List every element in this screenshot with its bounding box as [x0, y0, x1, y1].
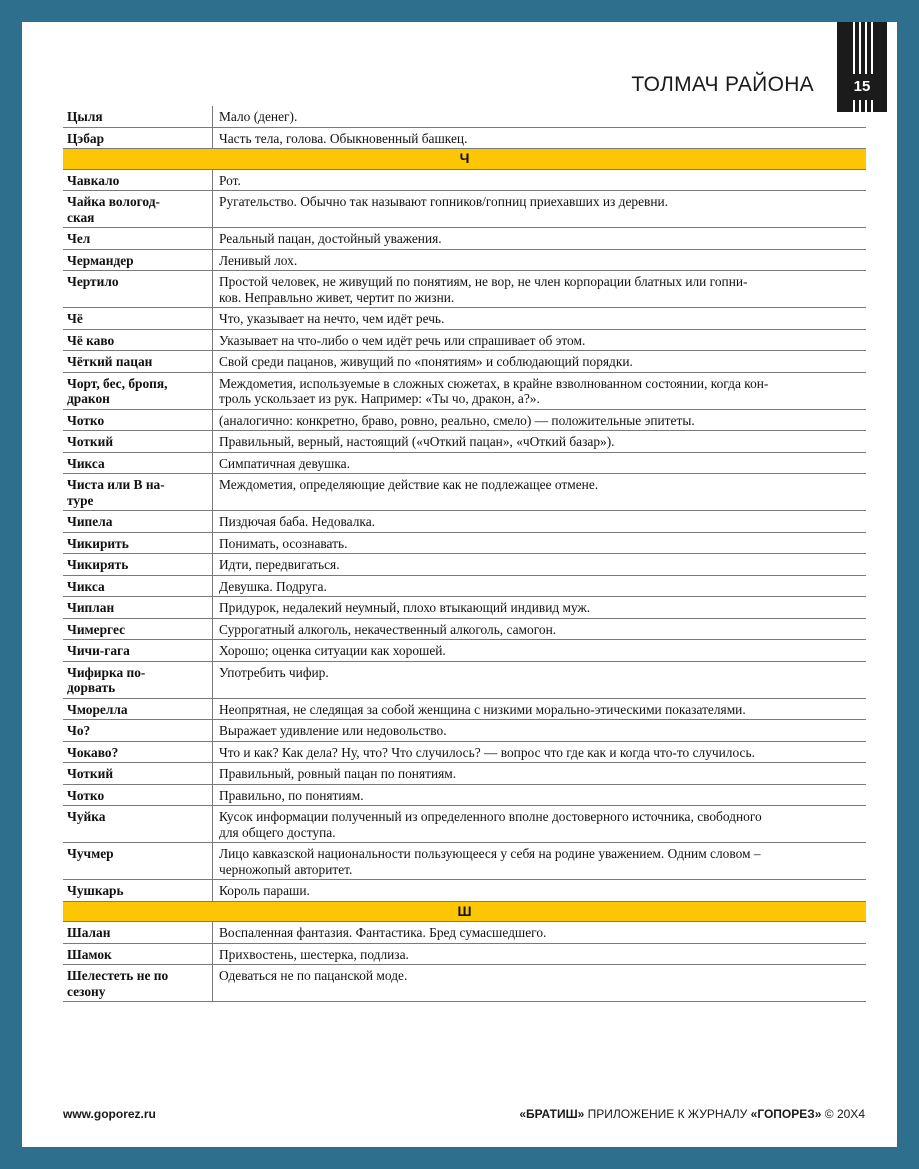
dictionary-definition: Правильный, ровный пацан по понятиям.: [213, 763, 867, 785]
dictionary-definition: Ленивый лох.: [213, 249, 867, 271]
dictionary-term: Чифирка по- дорвать: [63, 661, 213, 698]
dictionary-row: [63, 169, 866, 191]
dictionary-row: [63, 431, 866, 453]
dictionary-term: Чё каво: [63, 329, 213, 351]
dictionary-row: [63, 943, 866, 965]
dictionary-definition: Пиздючая баба. Недовалка.: [213, 511, 867, 533]
page: [22, 22, 897, 1147]
dictionary-row: [63, 661, 866, 698]
dictionary-term: Чуйка: [63, 806, 213, 843]
dictionary-row: [63, 763, 866, 785]
dictionary-term: Чайка вологод- ская: [63, 191, 213, 228]
dictionary-definition: Придурок, недалекий неумный, плохо втыкающий индивид муж.: [213, 597, 867, 619]
footer-magazine: «ГОПОРЕЗ»: [750, 1107, 822, 1121]
dictionary-definition: Идти, передвигаться.: [213, 554, 867, 576]
dictionary-term: Чё: [63, 308, 213, 330]
dictionary-term: Чичи-гага: [63, 640, 213, 662]
dictionary-definition: Правильный, верный, настоящий («чОткий пацан», «чОткий базар»).: [213, 431, 867, 453]
dictionary-term: Шалан: [63, 922, 213, 944]
dictionary-definition: Ругательство. Обычно так называют гопников/гопниц приехавших из деревни.: [213, 191, 867, 228]
dictionary-row: [63, 784, 866, 806]
dictionary-row: [63, 597, 866, 619]
dictionary-row: [63, 452, 866, 474]
dictionary-row: [63, 409, 866, 431]
dictionary-definition: Понимать, осознавать.: [213, 532, 867, 554]
tab-stripes-decoration: [853, 22, 873, 74]
dictionary-body: [63, 106, 866, 1002]
dictionary-row: [63, 575, 866, 597]
dictionary-definition: Неопрятная, не следящая за собой женщина с низкими морально-этическими показателями.: [213, 698, 867, 720]
page-title: ТОЛМАЧ РАЙОНА: [631, 73, 814, 96]
dictionary-row: [63, 554, 866, 576]
dictionary-definition: Король параши.: [213, 880, 867, 902]
footer-credit: [519, 1107, 865, 1121]
dictionary-row: [63, 351, 866, 373]
dictionary-row: [63, 618, 866, 640]
dictionary-term: Чиста или В на- туре: [63, 474, 213, 511]
dictionary-term: Чикса: [63, 452, 213, 474]
dictionary-row: [63, 532, 866, 554]
dictionary-row: [63, 806, 866, 843]
dictionary-row: [63, 741, 866, 763]
dictionary-row: [63, 922, 866, 944]
dictionary-term: Чермандер: [63, 249, 213, 271]
dictionary-definition: Употребить чифир.: [213, 661, 867, 698]
dictionary-table: [63, 106, 866, 1002]
dictionary-row: [63, 511, 866, 533]
dictionary-definition: Свой среди пацанов, живущий по «понятиям» и соблюдающий порядки.: [213, 351, 867, 373]
dictionary-definition: Простой человек, не живущий по понятиям, не вор, не член корпорации блатных или гопни- ков. Неправльно живет, чертит по жизни.: [213, 271, 867, 308]
dictionary-term: Чокаво?: [63, 741, 213, 763]
dictionary-term: Чо?: [63, 720, 213, 742]
dictionary-term: Чикирить: [63, 532, 213, 554]
dictionary-row: [63, 843, 866, 880]
dictionary-term: Чучмер: [63, 843, 213, 880]
dictionary-definition: Воспаленная фантазия. Фантастика. Бред сумасшедшего.: [213, 922, 867, 944]
dictionary-row: [63, 640, 866, 662]
dictionary-row: [63, 720, 866, 742]
dictionary-row: [63, 249, 866, 271]
dictionary-term: Чоткий: [63, 431, 213, 453]
dictionary-definition: Правильно, по понятиям.: [213, 784, 867, 806]
dictionary-term: Чикса: [63, 575, 213, 597]
dictionary-row: [63, 474, 866, 511]
dictionary-definition: Мало (денег).: [213, 106, 867, 127]
dictionary-row: [63, 191, 866, 228]
dictionary-definition: Прихвостень, шестерка, подлиза.: [213, 943, 867, 965]
dictionary-definition: Что и как? Как дела? Ну, что? Что случилось? — вопрос что где как и когда что-то случилось.: [213, 741, 867, 763]
dictionary-definition: Реальный пацан, достойный уважения.: [213, 228, 867, 250]
footer-copyright: © 20X4: [821, 1107, 865, 1121]
dictionary-definition: Часть тела, голова. Обыкновенный башкец.: [213, 127, 867, 149]
footer-brand: «БРАТИШ»: [519, 1107, 585, 1121]
dictionary-row: [63, 271, 866, 308]
dictionary-term: Чикирять: [63, 554, 213, 576]
dictionary-definition: Кусок информации полученный из определенного вполне достоверного источника, свободного для общего доступа.: [213, 806, 867, 843]
dictionary-term: Цэбар: [63, 127, 213, 149]
dictionary-definition: Лицо кавказской национальности пользующееся у себя на родине уважением. Одним словом – черножопый авторитет.: [213, 843, 867, 880]
dictionary-term: Чимергес: [63, 618, 213, 640]
dictionary-definition: Указывает на что-либо о чем идёт речь или спрашивает об этом.: [213, 329, 867, 351]
footer-middle: ПРИЛОЖЕНИЕ К ЖУРНАЛУ: [584, 1107, 751, 1121]
dictionary-definition: Хорошо; оценка ситуации как хорошей.: [213, 640, 867, 662]
dictionary-term: Шелестеть не по сезону: [63, 965, 213, 1002]
dictionary-row: [63, 228, 866, 250]
dictionary-term: Чел: [63, 228, 213, 250]
dictionary-row: [63, 698, 866, 720]
letter-section-header: [63, 149, 866, 170]
letter-heading: Ч: [63, 149, 866, 170]
dictionary-row: [63, 880, 866, 902]
dictionary-term: Чертило: [63, 271, 213, 308]
dictionary-row: [63, 329, 866, 351]
letter-section-header: [63, 901, 866, 922]
dictionary-term: Чиплан: [63, 597, 213, 619]
dictionary-term: Чотко: [63, 409, 213, 431]
dictionary-term: Шамок: [63, 943, 213, 965]
footer-website: www.goporez.ru: [63, 1107, 156, 1121]
dictionary-definition: Междометия, определяющие действие как не подлежащее отмене.: [213, 474, 867, 511]
dictionary-term: Чавкало: [63, 169, 213, 191]
dictionary-definition: Выражает удивление или недовольство.: [213, 720, 867, 742]
letter-heading: Ш: [63, 901, 866, 922]
dictionary-row: [63, 372, 866, 409]
dictionary-definition: Суррогатный алкоголь, некачественный алкоголь, самогон.: [213, 618, 867, 640]
dictionary-row: [63, 106, 866, 127]
dictionary-definition: Что, указывает на нечто, чем идёт речь.: [213, 308, 867, 330]
dictionary-row: [63, 965, 866, 1002]
dictionary-term: Чушкарь: [63, 880, 213, 902]
dictionary-term: Чёткий пацан: [63, 351, 213, 373]
dictionary-definition: (аналогично: конкретно, браво, ровно, реально, смело) — положительные эпитеты.: [213, 409, 867, 431]
dictionary-definition: Девушка. Подруга.: [213, 575, 867, 597]
dictionary-term: Цыля: [63, 106, 213, 127]
dictionary-row: [63, 127, 866, 149]
page-number: 15: [853, 78, 871, 95]
dictionary-definition: Междометия, используемые в сложных сюжетах, в крайне взволнованном состоянии, когда кон- троль ускользает из рук. Например: «Ты чо, дракон, а?».: [213, 372, 867, 409]
dictionary-term: Чморелла: [63, 698, 213, 720]
dictionary-row: [63, 308, 866, 330]
dictionary-term: Чипела: [63, 511, 213, 533]
dictionary-term: Чоткий: [63, 763, 213, 785]
dictionary-term: Чорт, бес, бропя, дракон: [63, 372, 213, 409]
dictionary-definition: Симпатичная девушка.: [213, 452, 867, 474]
dictionary-definition: Рот.: [213, 169, 867, 191]
page-number-tab: [837, 22, 887, 112]
dictionary-term: Чотко: [63, 784, 213, 806]
dictionary-definition: Одеваться не по пацанской моде.: [213, 965, 867, 1002]
